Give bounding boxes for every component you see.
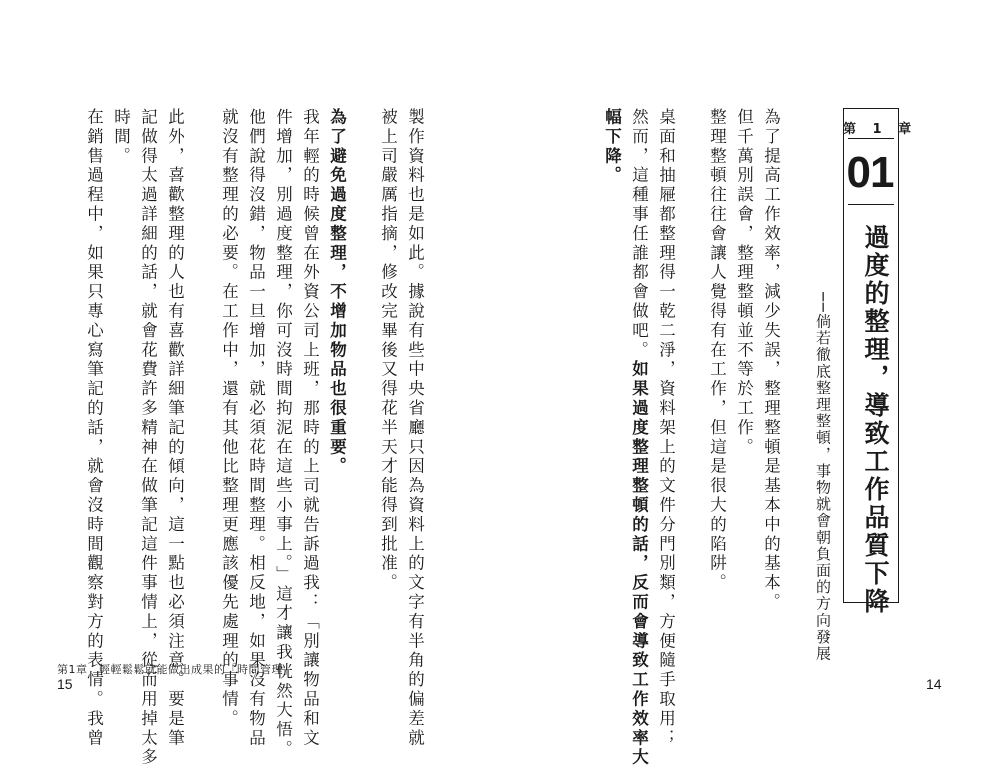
emphasis-text: 如果過度整理整頓的話，反而會導致工作效率大 [629,360,649,768]
page-number-left: 15 [57,676,73,692]
frame-top-rule [843,108,899,109]
running-header: 第1章 輕輕鬆鬆就能做出成果的「時間管理」 [57,663,295,676]
section-heading: 為了避免過度整理，不增加物品也很重要。 [327,108,347,477]
chapter-number: 01 [846,148,894,197]
body-column: 但千萬別誤會，整理整頓並不等於工作。 [734,108,754,458]
body-column: 桌面和抽屜都整理得一乾二淨，資料架上的文件分門別類，方便隨手取用； [656,108,676,749]
body-column: 記做得太過詳細的話，就會花費許多精神在做筆記這件事情上，從而用掉太多 [138,108,158,768]
body-column: 就沒有整理的必要。在工作中，還有其他比整理更應該優先處理的事情。 [219,108,239,729]
body-column-mixed [630,108,647,768]
body-column: 整理整頓往往會讓人覺得有在工作，但這是很大的陷阱。 [707,108,727,593]
chapter-label: 第 1 章 [843,122,918,137]
body-column: 時間。 [111,108,131,167]
body-column: 被上司嚴厲指摘，修改完畢後又得花半天才能得到批准。 [378,108,398,593]
chapter-divider-rule [848,138,894,139]
body-column: 此外，喜歡整理的人也有喜歡詳細筆記的傾向，這一點也必須注意。要是筆 [165,108,185,749]
body-column: 他們說得沒錯，物品一旦增加，就必須花時間整理。相反地，如果沒有物品 [246,108,266,749]
chapter-divider-rule-2 [848,204,894,205]
page-number-right: 14 [926,676,942,692]
body-column: 製作資料也是如此。據說有些中央省廳只因為資料上的文字有半角的偏差就 [405,108,425,749]
body-text: 然而，這種事任誰都會做吧。 [629,108,649,361]
body-column: 件增加，別過度整理，你可沒時間拘泥在這些小事上。」這才讓我恍然大悟。 [273,108,293,760]
chapter-subtitle: ──倘若徹底整理整頓，事物就會朝負面的方向發展 [814,292,832,662]
body-column-bold: 幅下降。 [602,108,622,186]
body-column: 我年輕的時候曾在外資公司上班，那時的上司就告訴過我：「別讓物品和文 [300,108,320,749]
chapter-title: 過度的整理，導致工作品質下降 [861,224,890,616]
body-column: 在銷售過程中，如果只專心寫筆記的話，就會沒時間觀察對方的表情。我曾 [84,108,104,749]
body-column: 為了提高工作效率，減少失誤，整理整頓是基本中的基本。 [761,108,781,613]
